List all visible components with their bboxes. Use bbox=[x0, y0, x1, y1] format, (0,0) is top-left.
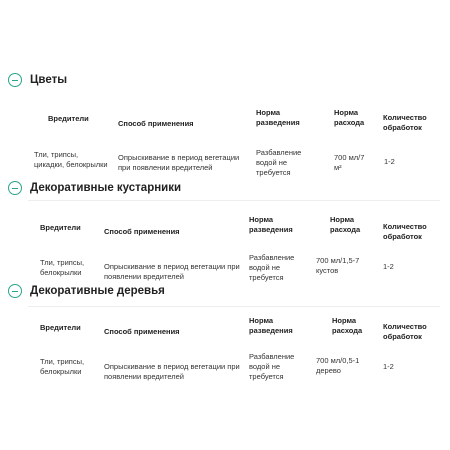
header-consumption: Норма расхода bbox=[332, 316, 363, 335]
section-title: Декоративные деревья bbox=[30, 285, 165, 297]
header-pests: Вредители bbox=[40, 223, 81, 232]
header-dilution: Норма разведения bbox=[249, 316, 293, 335]
header-method: Способ применения bbox=[118, 119, 194, 128]
header-consumption: Норма расхода bbox=[330, 215, 361, 234]
section-title: Декоративные кустарники bbox=[30, 182, 182, 194]
section-header[interactable] bbox=[8, 72, 67, 88]
cell-method: Опрыскивание в период вегетации при появлении вредителей bbox=[118, 153, 240, 172]
cell-dilution: Разбавление водой не требуется bbox=[249, 253, 295, 282]
divider bbox=[28, 200, 440, 201]
header-method: Способ применения bbox=[104, 227, 180, 236]
cell-dilution: Разбавление водой не требуется bbox=[249, 352, 295, 381]
section-title: Цветы bbox=[30, 74, 68, 86]
header-dilution: Норма разведения bbox=[256, 108, 300, 127]
cell-consumption: 700 мл/1,5-7 кустов bbox=[316, 256, 360, 275]
divider bbox=[28, 306, 440, 307]
collapse-minus-icon[interactable] bbox=[8, 284, 22, 298]
cell-treatments: 1-2 bbox=[383, 262, 394, 271]
cell-consumption: 700 мл/0,5-1 дерево bbox=[316, 356, 360, 375]
cell-consumption: 700 мл/7 м² bbox=[334, 153, 365, 172]
header-treatments: Количество обработок bbox=[383, 222, 427, 241]
cell-method: Опрыскивание в период вегетации при появлении вредителей bbox=[104, 262, 240, 281]
cell-pests: Тли, трипсы, белокрылки bbox=[40, 258, 85, 277]
header-method: Способ применения bbox=[104, 327, 180, 336]
header-pests: Вредители bbox=[48, 114, 89, 123]
header-treatments: Количество обработок bbox=[383, 113, 427, 132]
section-header[interactable] bbox=[8, 180, 181, 196]
header-pests: Вредители bbox=[40, 323, 81, 332]
cell-pests: Тли, трипсы, белокрылки bbox=[40, 357, 85, 376]
cell-treatments: 1-2 bbox=[384, 157, 395, 166]
header-dilution: Норма разведения bbox=[249, 215, 293, 234]
cell-method: Опрыскивание в период вегетации при появлении вредителей bbox=[104, 362, 240, 381]
cell-treatments: 1-2 bbox=[383, 362, 394, 371]
collapse-minus-icon[interactable] bbox=[8, 181, 22, 195]
header-treatments: Количество обработок bbox=[383, 322, 427, 341]
collapse-minus-icon[interactable] bbox=[8, 73, 22, 87]
section-header[interactable] bbox=[8, 283, 165, 299]
header-consumption: Норма расхода bbox=[334, 108, 365, 127]
cell-dilution: Разбавление водой не требуется bbox=[256, 148, 302, 177]
cell-pests: Тли, трипсы, цикадки, белокрылки bbox=[34, 150, 108, 169]
